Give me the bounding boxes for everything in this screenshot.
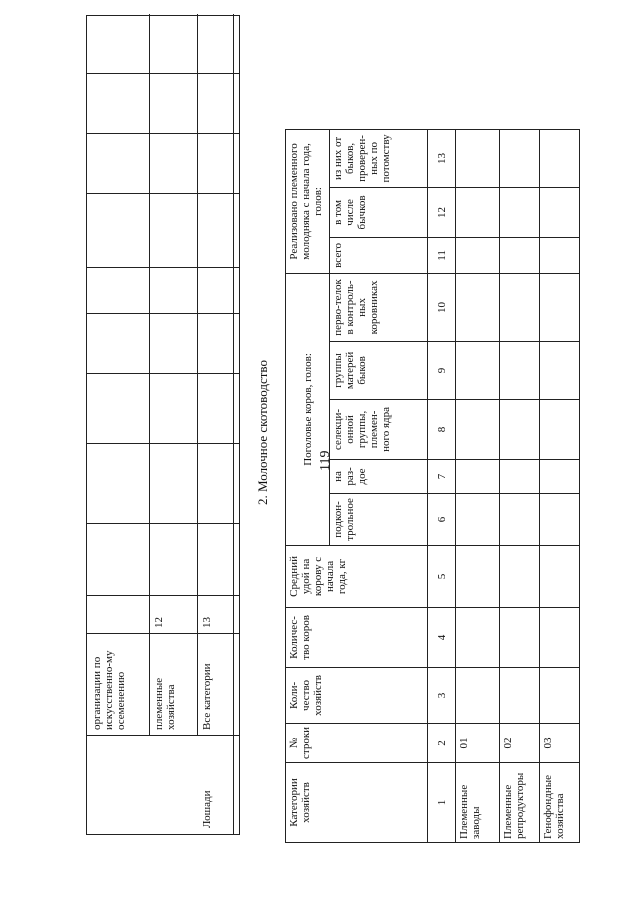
header-breeding: на раз-доe <box>330 459 428 493</box>
empty-cell[interactable] <box>456 607 500 667</box>
empty-cell[interactable] <box>456 341 500 399</box>
empty-cell[interactable] <box>500 493 540 545</box>
empty-cell[interactable] <box>500 129 540 187</box>
column-number: 11 <box>428 237 456 273</box>
header-farms-count: Коли-чество хозяйств <box>286 667 428 723</box>
row-code: 02 <box>500 723 540 762</box>
header-bull-mothers: группы матерей быков <box>330 341 428 399</box>
upper-col-divider <box>87 443 239 444</box>
column-number: 2 <box>428 723 456 762</box>
column-number: 3 <box>428 667 456 723</box>
section-title: 2. Молочное скотоводство <box>255 360 270 505</box>
empty-cell[interactable] <box>500 459 540 493</box>
table-row <box>540 129 580 842</box>
row-category: Племенные репродукторы <box>500 763 540 843</box>
table-row <box>456 129 500 842</box>
empty-cell[interactable] <box>456 273 500 341</box>
header-sold-group: Реализовано племенного молодняка с начала года, голов: <box>286 129 330 273</box>
empty-cell[interactable] <box>540 129 580 187</box>
empty-cell[interactable] <box>456 237 500 273</box>
upper-col-divider <box>87 313 239 314</box>
row-code: 01 <box>456 723 500 762</box>
empty-cell[interactable] <box>456 493 500 545</box>
upper-row-divider <box>233 14 234 834</box>
upper-col-divider <box>87 373 239 374</box>
upper-col-divider <box>87 267 239 268</box>
empty-cell[interactable] <box>540 341 580 399</box>
column-number: 7 <box>428 459 456 493</box>
empty-cell[interactable] <box>540 459 580 493</box>
page-number: 119 <box>318 450 333 471</box>
column-number: 9 <box>428 341 456 399</box>
header-heifers: перво-телок в контроль-ных коровниках <box>330 273 428 341</box>
column-number: 4 <box>428 607 456 667</box>
header-sold-tested: из них от быков, проверен-ных по потомству <box>330 129 428 187</box>
header-control: подкон-трольное <box>330 493 428 545</box>
upper-row-label: Все категории <box>201 663 213 730</box>
row-category: Генофондные хозяйства <box>540 763 580 843</box>
empty-cell[interactable] <box>500 607 540 667</box>
empty-cell[interactable] <box>500 545 540 607</box>
header-avg-yield: Средний удой на корову с начала года, кг <box>286 545 428 607</box>
empty-cell[interactable] <box>540 545 580 607</box>
dairy-table <box>285 129 580 843</box>
upper-row-divider <box>149 14 150 736</box>
row-code: 03 <box>540 723 580 762</box>
upper-row-label: племенные хозяйства <box>153 677 177 730</box>
upper-col-divider <box>87 735 239 736</box>
column-number: 1 <box>428 763 456 843</box>
empty-cell[interactable] <box>456 459 500 493</box>
upper-row-label: организации по искусственно-му осеменению <box>91 650 127 730</box>
empty-cell[interactable] <box>540 187 580 237</box>
header-category: Категории хозяйств <box>286 763 428 843</box>
upper-col-divider <box>87 595 239 596</box>
column-number: 13 <box>428 129 456 187</box>
upper-row-code: 12 <box>153 617 165 628</box>
empty-cell[interactable] <box>500 399 540 459</box>
upper-table <box>86 15 240 835</box>
upper-col-divider <box>87 73 239 74</box>
empty-cell[interactable] <box>500 237 540 273</box>
column-number: 12 <box>428 187 456 237</box>
empty-cell[interactable] <box>500 667 540 723</box>
empty-cell[interactable] <box>540 667 580 723</box>
upper-row-divider <box>197 14 198 736</box>
empty-cell[interactable] <box>540 237 580 273</box>
empty-cell[interactable] <box>456 187 500 237</box>
upper-col-divider <box>87 193 239 194</box>
empty-cell[interactable] <box>500 187 540 237</box>
header-cows-count: Количес-тво коров <box>286 607 428 667</box>
empty-cell[interactable] <box>500 341 540 399</box>
empty-cell[interactable] <box>540 607 580 667</box>
column-number: 8 <box>428 399 456 459</box>
header-sold-bulls: в том числе бычков <box>330 187 428 237</box>
header-selection: селекци-онной группы, племен-ного ядра <box>330 399 428 459</box>
upper-col-divider <box>87 133 239 134</box>
empty-cell[interactable] <box>456 399 500 459</box>
empty-cell[interactable] <box>456 129 500 187</box>
empty-cell[interactable] <box>456 667 500 723</box>
header-row-no: № строки <box>286 723 428 762</box>
upper-col-divider <box>87 633 239 634</box>
upper-col-divider <box>87 523 239 524</box>
empty-cell[interactable] <box>540 273 580 341</box>
empty-cell[interactable] <box>540 493 580 545</box>
column-number: 5 <box>428 545 456 607</box>
upper-row-code: 13 <box>201 617 213 628</box>
header-livestock-group: Поголовье коров, голов: <box>286 273 330 545</box>
row-category: Племенные заводы <box>456 763 500 843</box>
empty-cell[interactable] <box>456 545 500 607</box>
column-number: 6 <box>428 493 456 545</box>
header-sold-total: всего <box>330 237 428 273</box>
empty-cell[interactable] <box>540 399 580 459</box>
upper-group-label: Лошади <box>201 790 213 828</box>
empty-cell[interactable] <box>500 273 540 341</box>
column-number: 10 <box>428 273 456 341</box>
table-row <box>500 129 540 842</box>
